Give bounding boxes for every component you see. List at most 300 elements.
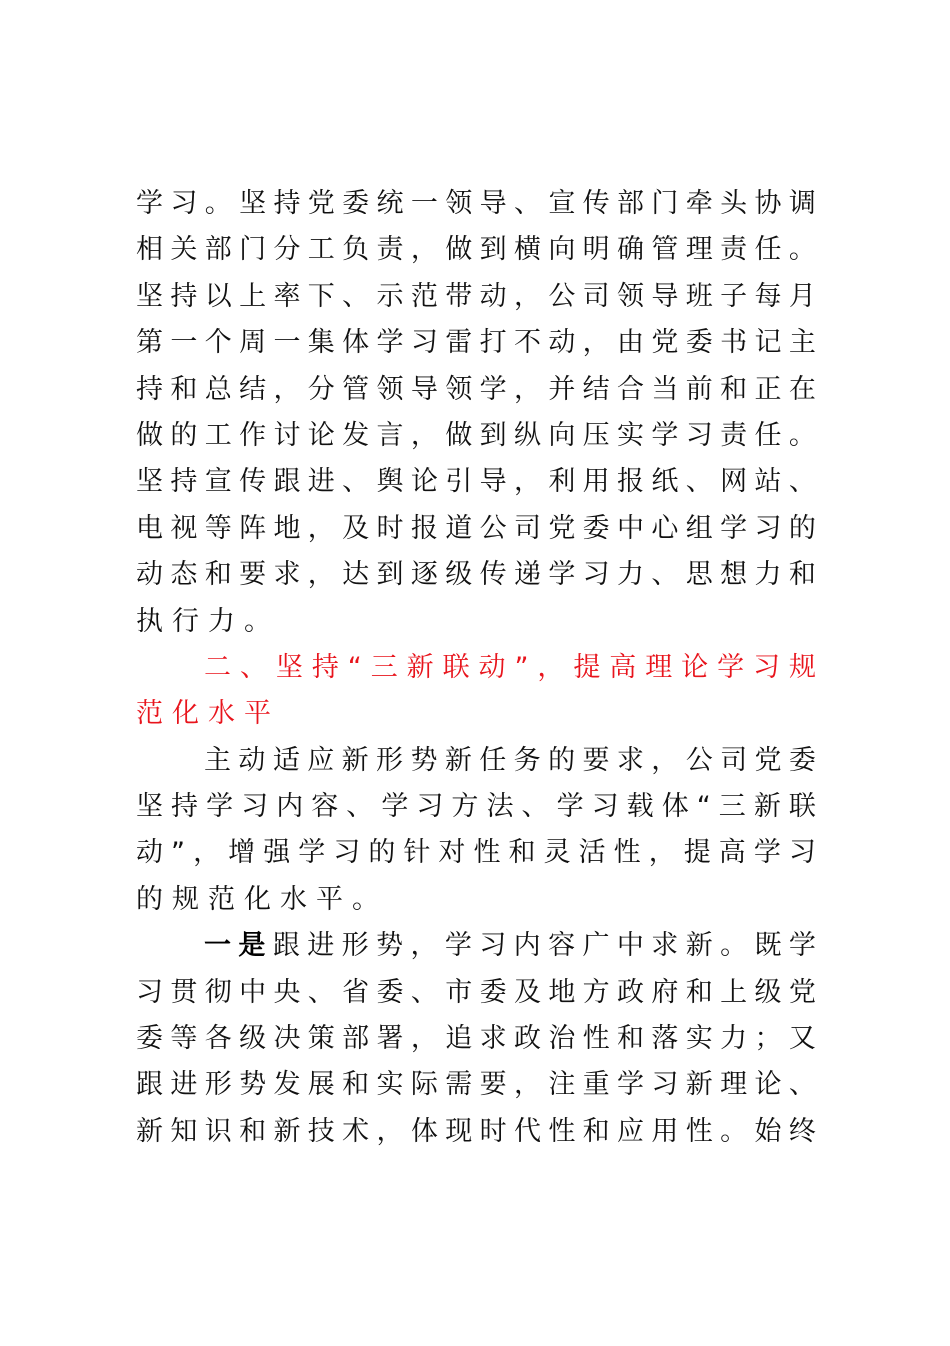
text-char: 领	[445, 373, 473, 405]
text-char: 性	[613, 837, 641, 869]
text-char: 。	[204, 188, 232, 219]
text-char: 知	[170, 1115, 198, 1147]
document-body	[136, 181, 816, 1155]
lead-char: 一	[204, 930, 231, 962]
text-char: 各	[204, 1023, 232, 1055]
text-char: 理	[720, 1069, 748, 1101]
text-char: 体	[661, 791, 689, 823]
text-char: 门	[239, 234, 267, 266]
text-char: 、	[342, 466, 370, 498]
text-char: 学	[381, 791, 409, 823]
text-char: 用	[651, 1115, 679, 1147]
text-char: 学	[617, 1069, 645, 1101]
text-char: 重	[582, 1069, 610, 1101]
text-char: 级	[754, 976, 782, 1008]
text-char: 领	[445, 188, 473, 219]
text-char: ，	[307, 512, 335, 544]
text-char: 发	[342, 419, 370, 451]
text-char: 、	[685, 466, 713, 498]
text-char: 负	[342, 234, 370, 266]
text-char: 容	[548, 930, 576, 962]
text-char: 新	[341, 744, 369, 776]
text-char: 一	[410, 188, 438, 219]
text-char: 利	[548, 466, 576, 498]
text-char: 动	[478, 651, 506, 683]
text-char: “	[696, 791, 711, 823]
body-line	[136, 506, 816, 552]
text-char: 做	[136, 419, 163, 451]
text-char: 和	[508, 837, 536, 869]
text-char: 任	[754, 419, 782, 451]
body-line	[136, 738, 816, 784]
text-char: 要	[582, 744, 610, 776]
text-char: 心	[651, 512, 679, 544]
text-char: 组	[685, 512, 713, 544]
text-char: 管	[651, 234, 679, 266]
text-char: 求	[479, 1023, 507, 1055]
text-char: 当	[651, 373, 679, 405]
text-char: 力	[617, 559, 645, 591]
text-char: 坚	[136, 466, 163, 498]
text-char: ，	[537, 651, 565, 683]
text-char: 贯	[170, 976, 198, 1008]
text-char: 领	[376, 373, 404, 405]
body-line	[136, 784, 816, 830]
text-char: 委	[582, 512, 610, 544]
text-char: 学	[444, 930, 472, 962]
text-char: “	[347, 651, 362, 683]
text-char: 势	[376, 930, 404, 962]
text-char: 增	[228, 837, 256, 869]
text-char: 持	[311, 651, 339, 683]
text-char: 方	[582, 976, 610, 1008]
text-char: 动	[136, 559, 163, 591]
text-char: 传	[479, 559, 507, 591]
text-char: 班	[685, 280, 713, 312]
text-char: 、	[513, 188, 541, 219]
text-char: ，	[410, 419, 438, 451]
text-char: 。	[720, 1115, 748, 1147]
text-char: 持	[170, 466, 198, 498]
text-char: 和	[204, 559, 232, 591]
text-char: 性	[582, 1023, 610, 1055]
text-char: ”	[171, 837, 186, 869]
text-char: 向	[548, 234, 576, 266]
text-char: 实	[685, 1023, 713, 1055]
text-char: 新	[685, 930, 713, 962]
text-char: 时	[479, 1115, 507, 1147]
text-char: 学	[720, 512, 748, 544]
text-char: 针	[403, 837, 431, 869]
text-char: 牵	[685, 188, 713, 219]
text-char: 二	[204, 651, 231, 683]
text-char: 公	[685, 744, 713, 776]
text-char: 委	[479, 976, 507, 1008]
text-char: 、	[521, 791, 549, 823]
text-char: 做	[445, 234, 473, 266]
text-char: 关	[170, 234, 198, 266]
text-char: 达	[342, 559, 370, 591]
text-char: 央	[273, 976, 301, 1008]
text-char: 部	[617, 188, 645, 219]
text-char: 传	[582, 188, 610, 219]
text-char: 新	[753, 791, 781, 823]
text-char: 学	[376, 327, 404, 359]
text-char: ，	[410, 930, 438, 962]
text-char: 等	[204, 512, 232, 544]
text-char: 学	[548, 559, 576, 591]
text-char: 压	[582, 419, 610, 451]
text-char: 公	[548, 280, 576, 312]
text-char: 引	[445, 466, 473, 498]
text-char: 书	[720, 327, 748, 359]
text-char: 委	[136, 1023, 163, 1055]
text-char: 三	[370, 651, 398, 683]
text-char: ”	[514, 651, 529, 683]
text-char: 。	[788, 419, 816, 451]
text-char: 形	[376, 744, 404, 776]
text-char: 广	[582, 930, 610, 962]
text-char: 习	[170, 188, 198, 219]
text-char: 学	[717, 651, 745, 683]
text-char: 学	[651, 419, 679, 451]
text-char: 提	[573, 651, 601, 683]
text-char: 坚	[275, 651, 303, 683]
text-char: 活	[578, 837, 606, 869]
text-char: 打	[479, 327, 507, 359]
text-char: 内	[513, 930, 541, 962]
text-char: 传	[239, 466, 267, 498]
text-char: 递	[513, 559, 541, 591]
text-char: 术	[342, 1115, 370, 1147]
text-char: 坚	[239, 188, 267, 219]
text-char: 站	[754, 466, 782, 498]
text-char: 、	[788, 466, 816, 498]
text-char: 载	[626, 791, 654, 823]
text-char: 的	[170, 419, 198, 451]
text-char: 雷	[445, 327, 473, 359]
body-line	[136, 320, 816, 366]
section-heading	[136, 645, 816, 691]
text-char: 、	[239, 651, 267, 683]
text-char: ，	[410, 234, 438, 266]
text-char: 注	[548, 1069, 576, 1101]
text-char: 在	[788, 373, 816, 405]
text-char: 落	[651, 1023, 679, 1055]
text-char: 的	[548, 744, 576, 776]
text-char: 。	[788, 234, 816, 266]
text-char: 委	[685, 327, 713, 359]
text-char: 调	[788, 188, 816, 219]
text-char: 对	[438, 837, 466, 869]
text-char: 、	[651, 559, 679, 591]
text-char: 到	[479, 234, 507, 266]
text-char: 视	[170, 512, 198, 544]
text-char: 上	[720, 976, 748, 1008]
text-char: 求	[616, 744, 644, 776]
text-char: 学	[788, 930, 816, 962]
text-char: 论	[681, 651, 709, 683]
text-char: ，	[513, 1069, 541, 1101]
text-char: 分	[273, 234, 301, 266]
text-char: 联	[442, 651, 470, 683]
text-char: 学	[206, 791, 234, 823]
text-char: 形	[341, 930, 369, 962]
text-char: 学	[556, 791, 584, 823]
text-char: 和	[685, 976, 713, 1008]
text-char: 部	[342, 1023, 370, 1055]
text-char: 结	[239, 373, 267, 405]
text-char: 跟	[273, 466, 301, 498]
text-char: ，	[376, 1115, 404, 1147]
text-char: 责	[720, 419, 748, 451]
body-line	[136, 1109, 816, 1155]
text-char: ，	[307, 559, 335, 591]
text-char: 示	[376, 280, 404, 312]
text-char: 前	[685, 373, 713, 405]
text-char: 持	[171, 791, 199, 823]
text-char: 要	[239, 559, 267, 591]
text-char: 第	[136, 327, 163, 359]
text-char: 习	[651, 1069, 679, 1101]
text-char: 习	[754, 512, 782, 544]
text-char: 理	[685, 234, 713, 266]
text-char: 持	[136, 373, 163, 405]
text-char: 内	[276, 791, 304, 823]
text-char: 横	[513, 234, 541, 266]
body-line	[136, 970, 816, 1016]
text-char: ，	[273, 373, 301, 405]
text-char: 工	[204, 419, 232, 451]
text-char: 体	[342, 327, 370, 359]
text-char: 持	[170, 280, 198, 312]
text-char: 确	[617, 234, 645, 266]
text-char: 合	[617, 373, 645, 405]
text-char: 新	[444, 744, 472, 776]
text-char: 技	[307, 1115, 335, 1147]
text-char: 级	[239, 1023, 267, 1055]
text-char: 跟	[272, 930, 300, 962]
text-char: 性	[473, 837, 501, 869]
text-char: 工	[307, 234, 335, 266]
text-char: 责	[376, 234, 404, 266]
text-char: 委	[376, 976, 404, 1008]
text-char: 地	[548, 976, 576, 1008]
text-char: 署	[376, 1023, 404, 1055]
text-char: 月	[788, 280, 816, 312]
text-char: 明	[582, 234, 610, 266]
lead-char: 是	[238, 930, 266, 962]
text-char: 统	[376, 188, 404, 219]
text-char: 势	[239, 1069, 267, 1101]
text-char: 头	[720, 188, 748, 219]
text-char: ；	[754, 1023, 782, 1055]
text-char: 进	[307, 930, 335, 962]
text-char: 和	[342, 1069, 370, 1101]
text-char: 高	[718, 837, 746, 869]
body-line	[136, 367, 816, 413]
text-char: 时	[376, 512, 404, 544]
body-line	[136, 1016, 816, 1062]
text-char: 思	[685, 559, 713, 591]
text-char: 下	[307, 280, 335, 312]
text-char: 和	[720, 373, 748, 405]
text-char: 规	[788, 651, 816, 683]
text-char: 和	[170, 373, 198, 405]
text-char: 府	[651, 976, 679, 1008]
text-char: 识	[204, 1115, 232, 1147]
text-char: 要	[479, 1069, 507, 1101]
body-line	[136, 1062, 816, 1108]
text-char: 势	[410, 744, 438, 776]
text-char: 学	[479, 373, 507, 405]
text-char: 导	[651, 280, 679, 312]
text-char: 做	[445, 419, 473, 451]
text-char: 实	[617, 419, 645, 451]
text-char: 电	[136, 512, 163, 544]
section-heading: 范化水平	[136, 698, 280, 730]
text-char: 率	[273, 280, 301, 312]
text-char: 新	[685, 1069, 713, 1101]
text-char: 适	[272, 744, 300, 776]
text-char: 讨	[273, 419, 301, 451]
text-char: 导	[479, 466, 507, 498]
text-char: 策	[307, 1023, 335, 1055]
text-char: 体	[410, 1115, 438, 1147]
text-char: 现	[445, 1115, 473, 1147]
text-char: 到	[479, 419, 507, 451]
text-char: 领	[617, 280, 645, 312]
text-char: 性	[548, 1115, 576, 1147]
body-line	[136, 227, 816, 273]
text-char: 务	[513, 744, 541, 776]
text-char: 又	[788, 1023, 816, 1055]
text-char: 和	[582, 1115, 610, 1147]
text-char: 习	[788, 837, 816, 869]
text-char: 上	[239, 280, 267, 312]
text-char: ，	[410, 1023, 438, 1055]
text-char: 周	[239, 327, 267, 359]
text-char: 习	[582, 559, 610, 591]
text-char: 报	[617, 466, 645, 498]
text-char: 等	[170, 1023, 198, 1055]
text-char: 论	[307, 419, 335, 451]
text-char: 方	[451, 791, 479, 823]
text-char: 每	[754, 280, 782, 312]
text-char: 提	[683, 837, 711, 869]
text-char: 中	[617, 512, 645, 544]
text-char: 导	[479, 188, 507, 219]
text-char: 始	[754, 1115, 782, 1147]
text-char: 并	[548, 373, 576, 405]
text-char: 委	[342, 188, 370, 219]
text-char: 三	[718, 791, 746, 823]
text-char: 态	[170, 559, 198, 591]
text-char: 和	[239, 1115, 267, 1147]
text-char: 的	[788, 512, 816, 544]
text-char: 和	[788, 559, 816, 591]
body-line: 执行力。	[136, 605, 280, 637]
text-char: 到	[376, 559, 404, 591]
text-char: 记	[754, 327, 782, 359]
body-line	[136, 830, 816, 876]
text-char: 司	[720, 744, 748, 776]
text-char: 个	[204, 327, 232, 359]
text-char: 高	[609, 651, 637, 683]
text-char: 和	[617, 1023, 645, 1055]
text-char: 灵	[543, 837, 571, 869]
text-char: 习	[416, 791, 444, 823]
text-char: 作	[239, 419, 267, 451]
text-char: 总	[204, 373, 232, 405]
text-char: 际	[410, 1069, 438, 1101]
text-char: 习	[685, 419, 713, 451]
text-char: 习	[136, 976, 163, 1008]
text-char: 省	[342, 976, 370, 1008]
body-line	[136, 459, 816, 505]
text-char: 、	[410, 976, 438, 1008]
body-line: 的规范化水平。	[136, 883, 388, 915]
text-char: 言	[376, 419, 404, 451]
text-char: 责	[720, 234, 748, 266]
text-char: 党	[548, 512, 576, 544]
text-char: 党	[754, 744, 782, 776]
text-char: 舆	[376, 466, 404, 498]
text-char: 党	[651, 327, 679, 359]
text-char: 论	[410, 466, 438, 498]
text-char: 宣	[548, 188, 576, 219]
text-char: ，	[193, 837, 221, 869]
text-char: 求	[273, 559, 301, 591]
text-char: 司	[582, 280, 610, 312]
text-char: 力	[720, 1023, 748, 1055]
text-char: 法	[486, 791, 514, 823]
text-char: 追	[445, 1023, 473, 1055]
text-char: ，	[582, 327, 610, 359]
text-char: 应	[617, 1115, 645, 1147]
text-char: 力	[754, 559, 782, 591]
text-char: 、	[346, 791, 374, 823]
text-char: 理	[645, 651, 673, 683]
text-char: 任	[754, 234, 782, 266]
text-char: 门	[651, 188, 679, 219]
text-char: 阵	[239, 512, 267, 544]
text-char: 用	[582, 466, 610, 498]
text-char: 持	[273, 188, 301, 219]
text-char: 新	[406, 651, 434, 683]
text-char: 中	[239, 976, 267, 1008]
text-char: 学	[753, 837, 781, 869]
text-char: 。	[720, 930, 748, 962]
text-char: 子	[720, 280, 748, 312]
text-char: 正	[754, 373, 782, 405]
text-char: 习	[241, 791, 269, 823]
text-char: 彻	[204, 976, 232, 1008]
text-char: 学	[298, 837, 326, 869]
text-char: 部	[204, 234, 232, 266]
text-char: 发	[273, 1069, 301, 1101]
text-char: 习	[753, 651, 780, 683]
text-char: 级	[445, 559, 473, 591]
text-char: ，	[513, 466, 541, 498]
body-line	[136, 181, 816, 227]
text-char: 论	[754, 1069, 782, 1101]
text-char: 既	[754, 930, 782, 962]
body-line-with-lead	[136, 923, 816, 969]
text-char: 形	[204, 1069, 232, 1101]
text-char: ，	[651, 744, 679, 776]
text-char: 习	[479, 930, 507, 962]
